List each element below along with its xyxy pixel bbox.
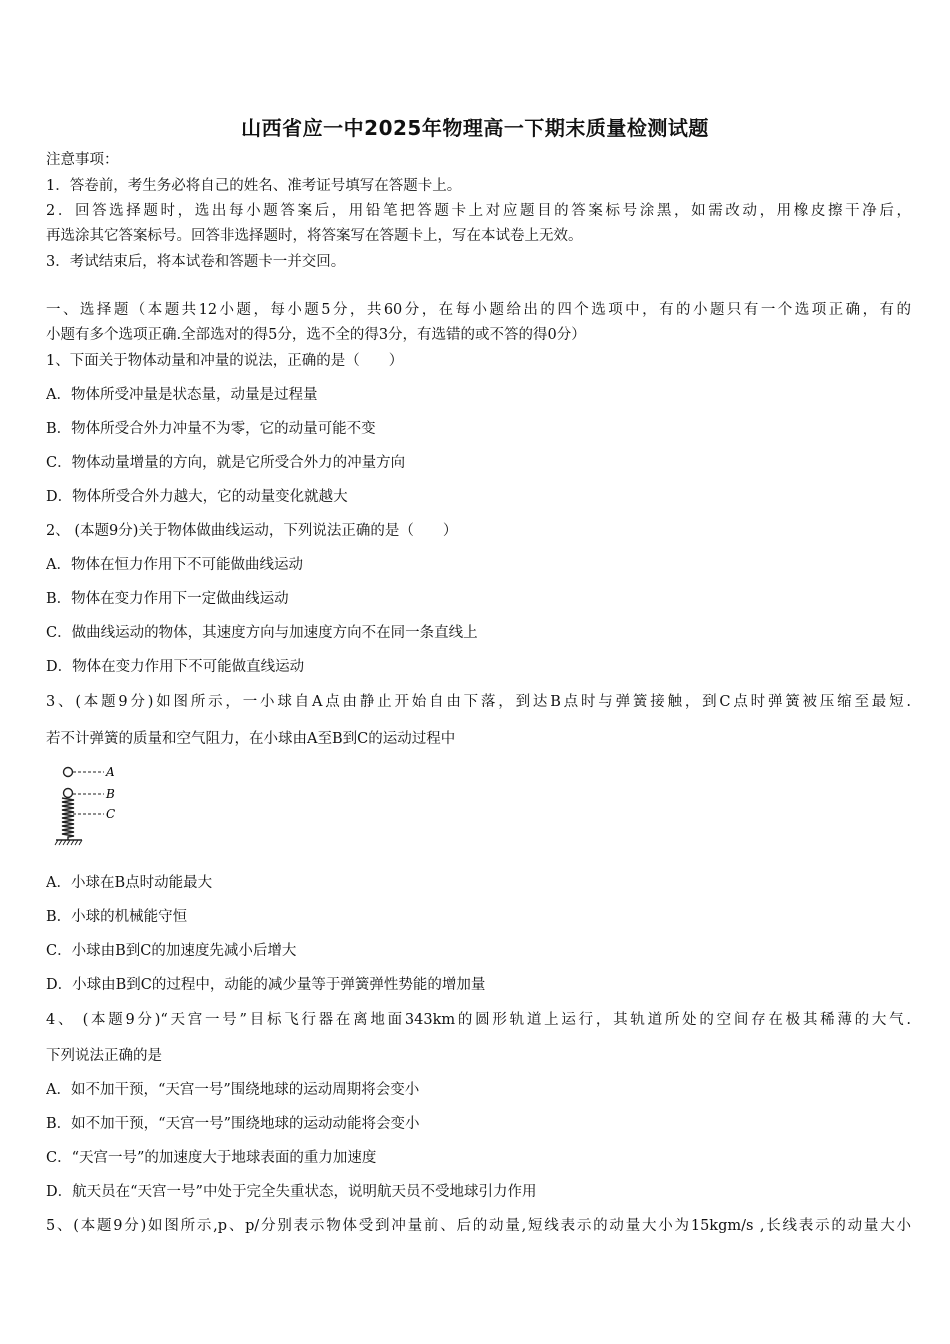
q2-option-d: D．物体在变力作用下不可能做直线运动	[46, 659, 305, 675]
notice-heading: 注意事项：	[46, 152, 119, 168]
q3-option-a: A．小球在B点时动能最大	[46, 875, 213, 891]
label-c: C	[106, 807, 116, 821]
q1-option-a: A．物体所受冲量是状态量，动量是过程量	[46, 387, 318, 403]
ball-at-b	[64, 789, 73, 798]
label-b: B	[106, 787, 115, 801]
section-instructions-line1: 一、选择题（本题共12小题，每小题5分，共60分，在每小题给出的四个选项中，有的小题只有一个选项正确，有的	[46, 302, 911, 318]
q3-option-b: B．小球的机械能守恒	[46, 909, 188, 925]
q5-stem-line1: 5、(本题9分)如图所示,p、p/分别表示物体受到冲量前、后的动量,短线表示的动量大小为15kgm/s ,长线表示的动量大小	[46, 1218, 911, 1234]
page-title: 山西省应一中2025年物理高一下期末质量检测试题	[241, 116, 709, 140]
q3-option-c: C．小球由B到C的加速度先减小后增大	[46, 943, 297, 959]
q2-stem: 2、 (本题9分)关于物体做曲线运动，下列说法正确的是（ ）	[46, 523, 458, 539]
notice-item-1: 1．答卷前，考生务必将自己的姓名、准考证号填写在答题卡上。	[46, 178, 462, 194]
q4-option-a: A．如不加干预，“天宫一号”围绕地球的运动周期将会变小	[46, 1082, 420, 1098]
q4-stem-line2: 下列说法正确的是	[46, 1048, 162, 1064]
q1-stem: 1、下面关于物体动量和冲量的说法，正确的是（ ）	[46, 353, 404, 369]
q2-option-b: B．物体在变力作用下一定做曲线运动	[46, 591, 289, 607]
label-a: A	[106, 765, 115, 779]
q4-option-d: D．航天员在“天宫一号”中处于完全失重状态，说明航天员不受地球引力作用	[46, 1184, 537, 1200]
q4-stem-line1: 4、 (本题9分)“天宫一号”目标飞行器在离地面343km的圆形轨道上运行，其轨道所处的空间存在极其稀薄的大气.	[46, 1012, 911, 1028]
q2-option-a: A．物体在恒力作用下不可能做曲线运动	[46, 557, 303, 573]
spring-ball-figure	[52, 760, 132, 850]
q3-stem-line2: 若不计弹簧的质量和空气阻力，在小球由A至B到C的运动过程中	[46, 731, 456, 747]
q4-option-c: C．“天宫一号”的加速度大于地球表面的重力加速度	[46, 1150, 377, 1166]
spring	[62, 798, 74, 840]
notice-item-3: 3．考试结束后，将本试卷和答题卡一并交回。	[46, 254, 346, 270]
q4-option-b: B．如不加干预，“天宫一号”围绕地球的运动动能将会变小	[46, 1116, 420, 1132]
section-instructions-line2: 小题有多个选项正确.全部选对的得5分，选不全的得3分，有选错的或不答的得0分）	[46, 327, 586, 343]
notice-item-2: 2．回答选择题时，选出每小题答案后，用铅笔把答题卡上对应题目的答案标号涂黑，如需改动，用橡皮擦干净后，	[46, 203, 911, 219]
q2-option-c: C．做曲线运动的物体，其速度方向与加速度方向不在同一条直线上	[46, 625, 478, 641]
q1-option-b: B．物体所受合外力冲量不为零，它的动量可能不变	[46, 421, 376, 437]
q3-stem-line1: 3、(本题9分)如图所示，一小球自A点由静止开始自由下落，到达B点时与弹簧接触，到C点时弹簧被压缩至最短.	[46, 694, 911, 710]
q1-option-d: D．物体所受合外力越大，它的动量变化就越大	[46, 489, 348, 505]
notice-item-2-cont: 再选涂其它答案标号。回答非选择题时，将答案写在答题卡上，写在本试卷上无效。	[46, 228, 583, 244]
ball-at-a	[64, 768, 73, 777]
q1-option-c: C．物体动量增量的方向，就是它所受合外力的冲量方向	[46, 455, 406, 471]
q3-option-d: D．小球由B到C的过程中，动能的减少量等于弹簧弹性势能的增加量	[46, 977, 486, 993]
